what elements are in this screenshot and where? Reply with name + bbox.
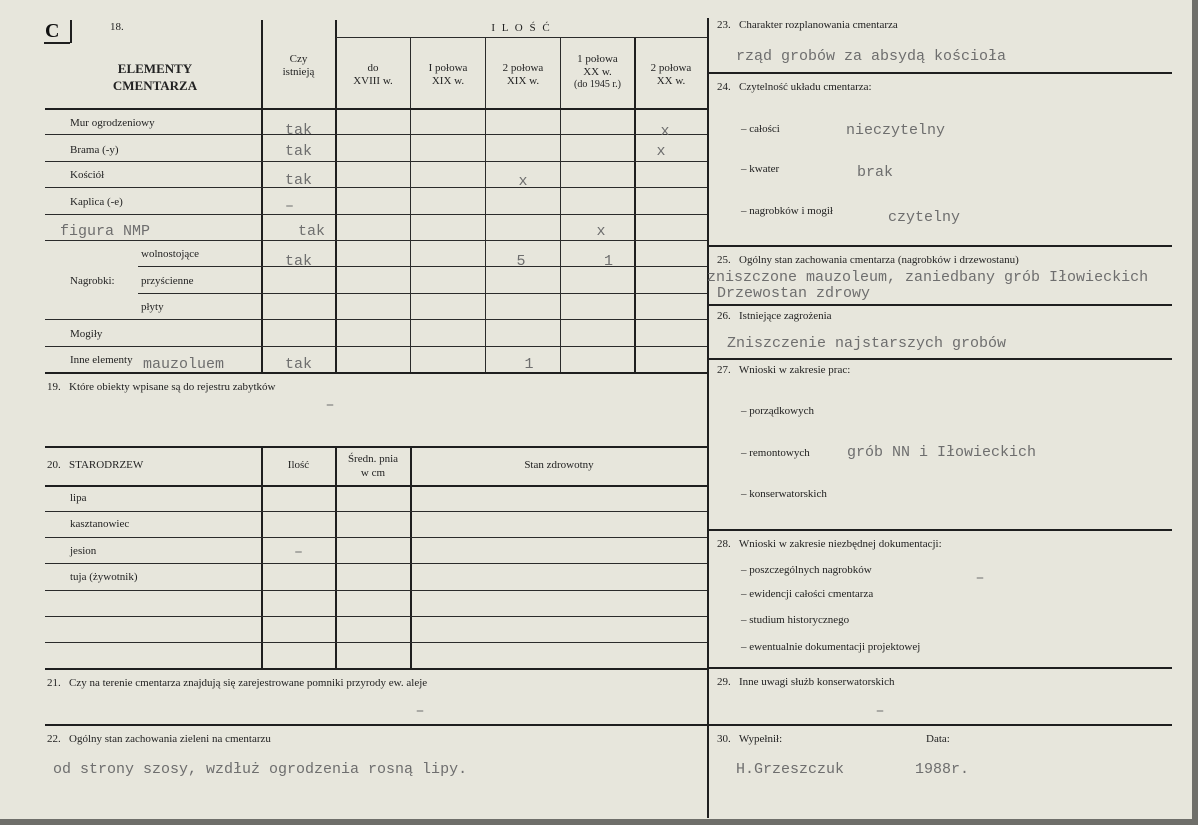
s20-col-line bbox=[335, 446, 337, 668]
s23-text: Charakter rozplanowania cmentarza bbox=[739, 19, 898, 31]
period-header: XX w. bbox=[656, 75, 686, 87]
s25-bottom bbox=[707, 304, 1172, 306]
s20-row-line bbox=[45, 563, 707, 564]
s24-item-label: – nagrobków i mogił bbox=[741, 205, 833, 217]
col-count: Ilość bbox=[287, 459, 310, 471]
col-health: Stan zdrowotny bbox=[524, 459, 594, 471]
period-header: do bbox=[367, 62, 379, 74]
period-mark: x bbox=[656, 143, 666, 160]
period-mark: x bbox=[660, 123, 670, 140]
s24-label bbox=[717, 81, 872, 94]
s20-row-line bbox=[45, 642, 707, 643]
s18-col-line bbox=[410, 38, 411, 372]
s23-label bbox=[717, 19, 898, 32]
period-header: 1 połowa bbox=[577, 53, 618, 65]
period-header: XVIII w. bbox=[353, 75, 393, 87]
s21-text: Czy na terenie cmentarza znajdują się zarejestrowane pomniki przyrody ew. aleje bbox=[69, 677, 428, 689]
s23-bottom bbox=[707, 72, 1172, 74]
element-exists: tak bbox=[284, 122, 312, 139]
s18-col-line bbox=[634, 38, 636, 372]
s26-bottom bbox=[707, 358, 1172, 360]
s18-number: 18. bbox=[110, 21, 124, 33]
s25-text: Ogólny stan zachowania cmentarza (nagrobków i drzewostanu) bbox=[739, 254, 1019, 266]
ilosc-header: I L O Ś Ć bbox=[491, 22, 552, 34]
s27-label bbox=[717, 364, 850, 377]
s24-bottom bbox=[707, 245, 1172, 247]
period-mark: x bbox=[518, 173, 528, 190]
s19-value: – bbox=[325, 397, 335, 414]
s24-item-label: – całości bbox=[741, 123, 780, 135]
s29-number: 29. bbox=[717, 676, 731, 688]
s30-filled-value: H.Grzeszczuk bbox=[736, 761, 845, 778]
s30-date-value: 1988r. bbox=[915, 761, 970, 778]
s24-item-value: nieczytelny bbox=[846, 122, 946, 139]
element-exists: tak bbox=[284, 253, 312, 270]
s28-number: 28. bbox=[717, 538, 731, 550]
s27-item-value: grób NN i Iłowieckich bbox=[847, 444, 1037, 461]
element-label: płyty bbox=[141, 301, 164, 313]
s18-header-bottom bbox=[45, 108, 707, 110]
tree-name: lipa bbox=[70, 492, 87, 504]
s20-row-line bbox=[45, 590, 707, 591]
element-label: Mur ogrodzeniowy bbox=[70, 117, 155, 129]
s30-number: 30. bbox=[717, 733, 731, 745]
s28-label bbox=[717, 538, 942, 551]
s26-number: 26. bbox=[717, 310, 731, 322]
s18-row-line bbox=[45, 240, 707, 241]
tree-name: tuja (żywotnik) bbox=[70, 571, 138, 583]
s18-row-line bbox=[138, 293, 707, 294]
period-header: XIX w. bbox=[506, 75, 540, 87]
period-header: XIX w. bbox=[431, 75, 465, 87]
s19-number: 19. bbox=[47, 381, 61, 393]
s21-bottom bbox=[45, 724, 707, 726]
element-label: przyścienne bbox=[141, 275, 194, 287]
s22-value: od strony szosy, wzdłuż ogrodzenia rosną lipy. bbox=[53, 761, 468, 778]
section-letter-underline bbox=[44, 42, 70, 44]
s27-number: 27. bbox=[717, 364, 731, 376]
tree-name: jesion bbox=[70, 545, 97, 557]
period-mark: 5 bbox=[516, 253, 526, 270]
s24-text: Czytelność układu cmentarza: bbox=[739, 81, 872, 93]
s20-col-line bbox=[410, 446, 412, 668]
s23-number: 23. bbox=[717, 19, 731, 31]
s18-row-line bbox=[45, 187, 707, 188]
s26-text: Istniejące zagrożenia bbox=[739, 310, 832, 322]
period-mark: 1 bbox=[524, 356, 534, 373]
s25-number: 25. bbox=[717, 254, 731, 266]
s20-row-line bbox=[45, 537, 707, 538]
s25-line2: Drzewostan zdrowy bbox=[717, 285, 871, 302]
element-label: Kościół bbox=[70, 169, 105, 181]
period-mark: 1 bbox=[603, 253, 613, 270]
s18-col-line bbox=[485, 38, 486, 372]
section-letter-bar bbox=[70, 20, 72, 43]
s25-line1: zniszczone mauzoleum, zaniedbany grób Iłowieckich bbox=[707, 270, 1149, 286]
s18-row-line bbox=[45, 346, 707, 347]
element-label: figura NMP bbox=[60, 223, 151, 240]
s18-title-line2: CMENTARZA bbox=[112, 78, 198, 93]
element-label: wolnostojące bbox=[141, 248, 200, 260]
s27-item-label: – porządkowych bbox=[741, 405, 815, 417]
s18-row-line bbox=[45, 214, 707, 215]
element-exists: tak bbox=[284, 143, 312, 160]
period-header: XX w. bbox=[583, 66, 612, 78]
element-exists: – bbox=[284, 198, 294, 215]
s29-value: – bbox=[875, 703, 885, 720]
s20-row-line bbox=[45, 511, 707, 512]
s28-bottom bbox=[707, 667, 1172, 669]
tree-count: – bbox=[293, 544, 303, 561]
period-header: (do 1945 r.) bbox=[574, 79, 621, 90]
s20-title: STARODRZEW bbox=[69, 459, 144, 471]
s19-label bbox=[47, 381, 276, 394]
period-mark: x bbox=[596, 223, 606, 240]
element-label: Mogiły bbox=[70, 328, 103, 340]
s21-label bbox=[47, 677, 427, 690]
s18-title-line1: ELEMENTY bbox=[117, 61, 193, 76]
col-exists-line1: Czy bbox=[289, 53, 308, 65]
s28-item-label: – poszczególnych nagrobków bbox=[741, 564, 872, 576]
s26-value: Zniszczenie najstarszych grobów bbox=[727, 335, 1007, 352]
col-diameter-line2: w cm bbox=[360, 467, 386, 479]
s21-number: 21. bbox=[47, 677, 61, 689]
s24-item-value: czytelny bbox=[888, 209, 961, 226]
s20-header-bottom bbox=[45, 485, 707, 487]
section-letter: C bbox=[45, 20, 60, 42]
s28-item-value: – bbox=[975, 570, 985, 587]
element-label: Inne elementy bbox=[70, 354, 133, 366]
s28-item-label: – ewentualnie dokumentacji projektowej bbox=[741, 641, 921, 653]
s29-bottom bbox=[707, 724, 1172, 726]
s19-text: Które obiekty wpisane są do rejestru zabytków bbox=[69, 381, 276, 393]
s24-number: 24. bbox=[717, 81, 731, 93]
s27-item-label: – remontowych bbox=[741, 447, 810, 459]
element-label: Kaplica (-e) bbox=[70, 196, 123, 208]
s22-text: Ogólny stan zachowania zieleni na cmentarzu bbox=[69, 733, 271, 745]
s26-label bbox=[717, 310, 832, 323]
nagrobki-label: Nagrobki: bbox=[70, 275, 115, 287]
s18-row-line bbox=[45, 161, 707, 162]
element-extra: mauzoluem bbox=[143, 356, 225, 373]
s20-top bbox=[45, 446, 707, 448]
s27-item-label: – konserwatorskich bbox=[741, 488, 827, 500]
s30-filled-label: Wypełnił: bbox=[738, 733, 783, 745]
ilosc-underline bbox=[336, 37, 707, 38]
col-exists-line2: istnieją bbox=[282, 66, 315, 78]
center-divider bbox=[707, 18, 709, 818]
period-header: I połowa bbox=[428, 62, 468, 74]
tree-name: kasztanowiec bbox=[70, 518, 130, 530]
s21-value: – bbox=[415, 703, 425, 720]
period-header: 2 połowa bbox=[650, 62, 692, 74]
s22-number: 22. bbox=[47, 733, 61, 745]
s28-text: Wnioski w zakresie niezbędnej dokumentacji: bbox=[738, 538, 942, 550]
s27-text: Wnioski w zakresie prac: bbox=[738, 364, 851, 376]
s22-label bbox=[47, 733, 271, 746]
s27-bottom bbox=[707, 529, 1172, 531]
s18-row-line bbox=[45, 134, 261, 135]
s30-date-label: Data: bbox=[926, 733, 950, 745]
element-exists: tak bbox=[284, 172, 312, 189]
s20-number: 20. bbox=[47, 459, 61, 471]
element-exists: tak bbox=[284, 356, 312, 373]
s29-label bbox=[717, 676, 895, 689]
s20-header bbox=[47, 459, 143, 472]
s28-item-label: – ewidencji całości cmentarza bbox=[741, 588, 874, 600]
period-header: 2 połowa bbox=[502, 62, 544, 74]
element-exists: tak bbox=[297, 223, 325, 240]
s24-item-value: brak bbox=[857, 164, 894, 181]
s24-item-label: – kwater bbox=[741, 163, 780, 175]
s25-label bbox=[717, 254, 1019, 267]
s20-row-line bbox=[45, 616, 707, 617]
s23-value: rząd grobów za absydą kościoła bbox=[736, 48, 1007, 65]
s18-row-line bbox=[45, 319, 707, 320]
s30-label bbox=[717, 733, 782, 746]
s29-text: Inne uwagi służb konserwatorskich bbox=[739, 676, 895, 688]
s20-bottom bbox=[45, 668, 707, 670]
col-diameter-line1: Średn. pnia bbox=[347, 453, 399, 465]
element-label: Brama (-y) bbox=[70, 144, 119, 156]
s28-item-label: – studium historycznego bbox=[741, 614, 850, 626]
